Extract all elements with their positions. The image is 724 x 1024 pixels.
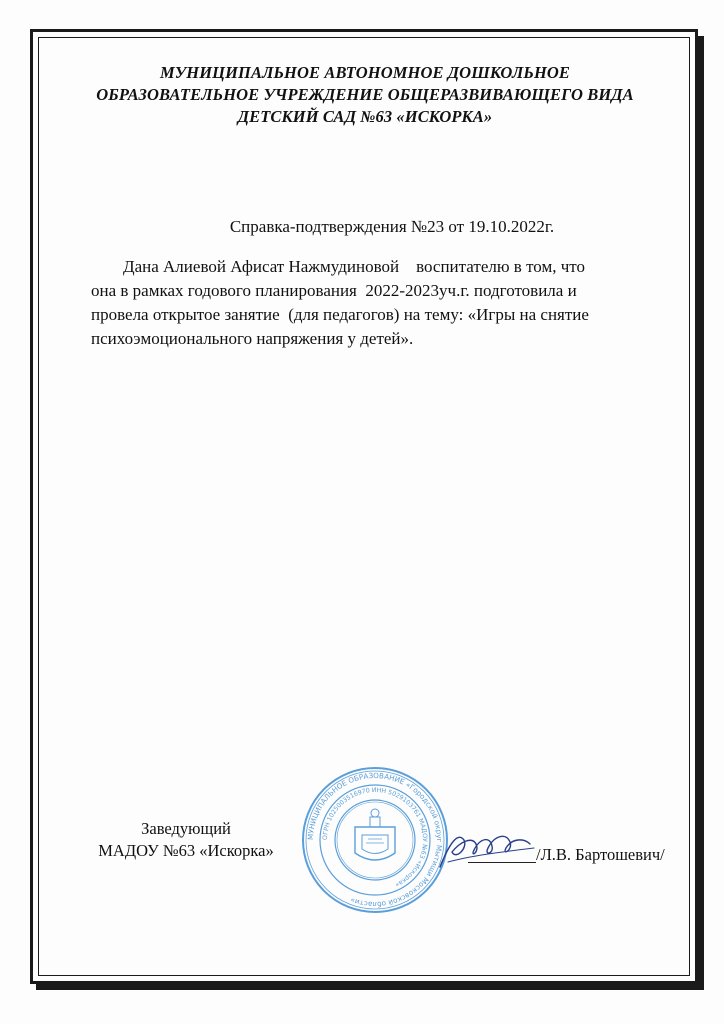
certificate-title: [0, 217, 724, 237]
body-line-3: провела открытое занятие (для педагогов) на тему: «Игры на снятие: [91, 305, 589, 324]
signatory-organization: МАДОУ №63 «Искорка»: [98, 841, 274, 860]
header-line-3: ДЕТСКИЙ САД №63 «ИСКОРКА»: [237, 107, 493, 126]
header-line-2: ОБРАЗОВАТЕЛЬНОЕ УЧРЕЖДЕНИЕ ОБЩЕРАЗВИВАЮЩЕГО ВИДА: [96, 85, 634, 104]
frame-shadow-right: [698, 36, 704, 990]
signatory-name: /Л.В. Бартошевич/: [536, 845, 665, 864]
signatory-position: Заведующий: [141, 819, 231, 838]
stamp-outer-text: МУНИЦИПАЛЬНОЕ ОБРАЗОВАНИЕ «Городской округ Мытищи Московской области»: [305, 770, 445, 910]
signatory-block: [86, 818, 286, 862]
certificate-title-text: Справка-подтверждения №23 от 19.10.2022г.: [229, 217, 555, 236]
institution-header: [60, 62, 670, 128]
frame-shadow-bottom: [36, 984, 704, 990]
stamp-inner-text: ОГРН 1025003516970 ИНН 5029103761 МАДОУ №63 «Искорка»: [321, 786, 429, 889]
official-stamp: [300, 765, 450, 915]
body-line-2: она в рамках годового планирования 2022-2023уч.г. подготовила и: [91, 281, 577, 300]
certificate-body: [91, 255, 669, 351]
header-line-1: МУНИЦИПАЛЬНОЕ АВТОНОМНОЕ ДОШКОЛЬНОЕ: [159, 63, 571, 82]
body-line-4: психоэмоционального напряжения у детей».: [91, 329, 414, 348]
handwritten-signature: [430, 822, 540, 877]
signature-line: [468, 862, 536, 863]
body-line-1: Дана Алиевой Афисат Нажмудиновой воспитателю в том, что: [123, 257, 585, 276]
